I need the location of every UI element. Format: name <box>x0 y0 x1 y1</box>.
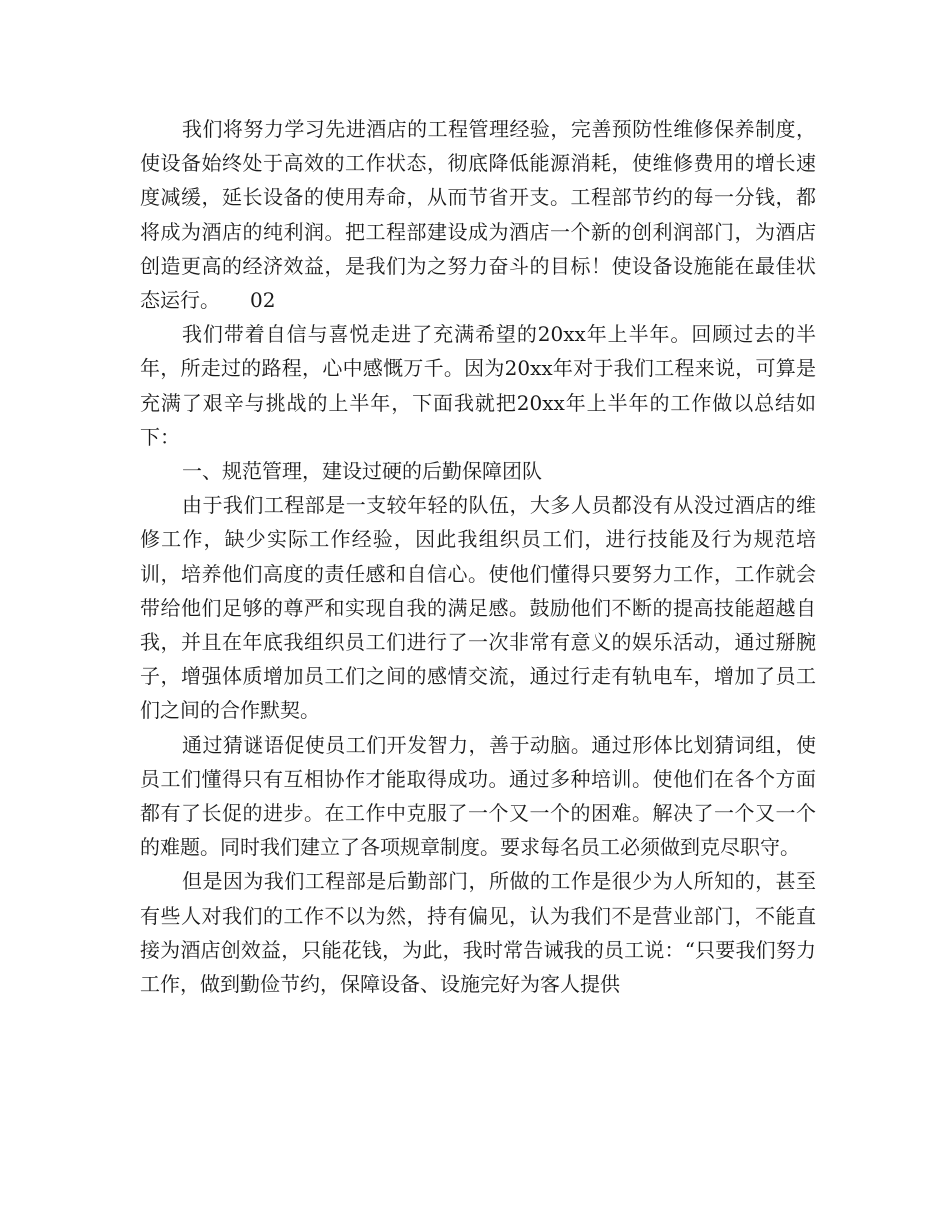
paragraph-team-activities: 通过猜谜语促使员工们开发智力，善于动脑。通过形体比划猜词组，使员工们懂得只有互相协作才能取得成功。通过多种培训。使他们在各个方面都有了长促的进步。在工作中克服了一个又一个的困难。解决了一个又一个的难题。同时我们建立了各项规章制度。要求每名员工必须做到克尽职守。 <box>140 732 816 860</box>
paragraph-equipment-maintenance: 我们将努力学习先进酒店的工程管理经验，完善预防性维修保养制度，使设备始终处于高效的工作状态，彻底降低能源消耗，使维修费用的增长速度减缓，延长设备的使用寿命，从而节省开支。工程部节约的每一分钱，都将成为酒店的纯利润。把工程部建设成为酒店一个新的创利润部门，为酒店创造更高的经济效益，是我们为之努力奋斗的目标！使设备设施能在最佳状态运行。 02 <box>140 117 816 313</box>
section-heading-management: 一、规范管理，建设过硬的后勤保障团队 <box>182 459 542 484</box>
paragraph-half-year-intro: 我们带着自信与喜悦走进了充满希望的20xx年上半年。回顾过去的半年，所走过的路程，心中感慨万千。因为20xx年对于我们工程来说，可算是充满了艰辛与挑战的上半年，下面我就把20xx年上半年的工作做以总结如下： <box>140 322 816 449</box>
document-body <box>140 112 816 1001</box>
paragraph-team-training: 由于我们工程部是一支较年轻的队伍，大多人员都没有从没过酒店的维修工作，缺少实际工作经验，因此我组织员工们，进行技能及行为规范培训，培养他们高度的责任感和自信心。使他们懂得只要努力工作，工作就会带给他们足够的尊严和实现自我的满足感。鼓励他们不断的提高技能超越自我，并且在年底我组织员工们进行了一次非常有意义的娱乐活动，通过掰腕子，增强体质增加员工们之间的感情交流，通过行走有轨电车，增加了员工们之间的合作默契。 <box>140 493 816 723</box>
paragraph-logistics-department: 但是因为我们工程部是后勤部门，所做的工作是很少为人所知的，甚至有些人对我们的工作不以为然，持有偏见，认为我们不是营业部门，不能直接为酒店创效益，只能花钱，为此，我时常告诫我的员工说：“只要我们努力工作，做到勤俭节约，保障设备、设施完好为客人提供 <box>140 869 816 997</box>
